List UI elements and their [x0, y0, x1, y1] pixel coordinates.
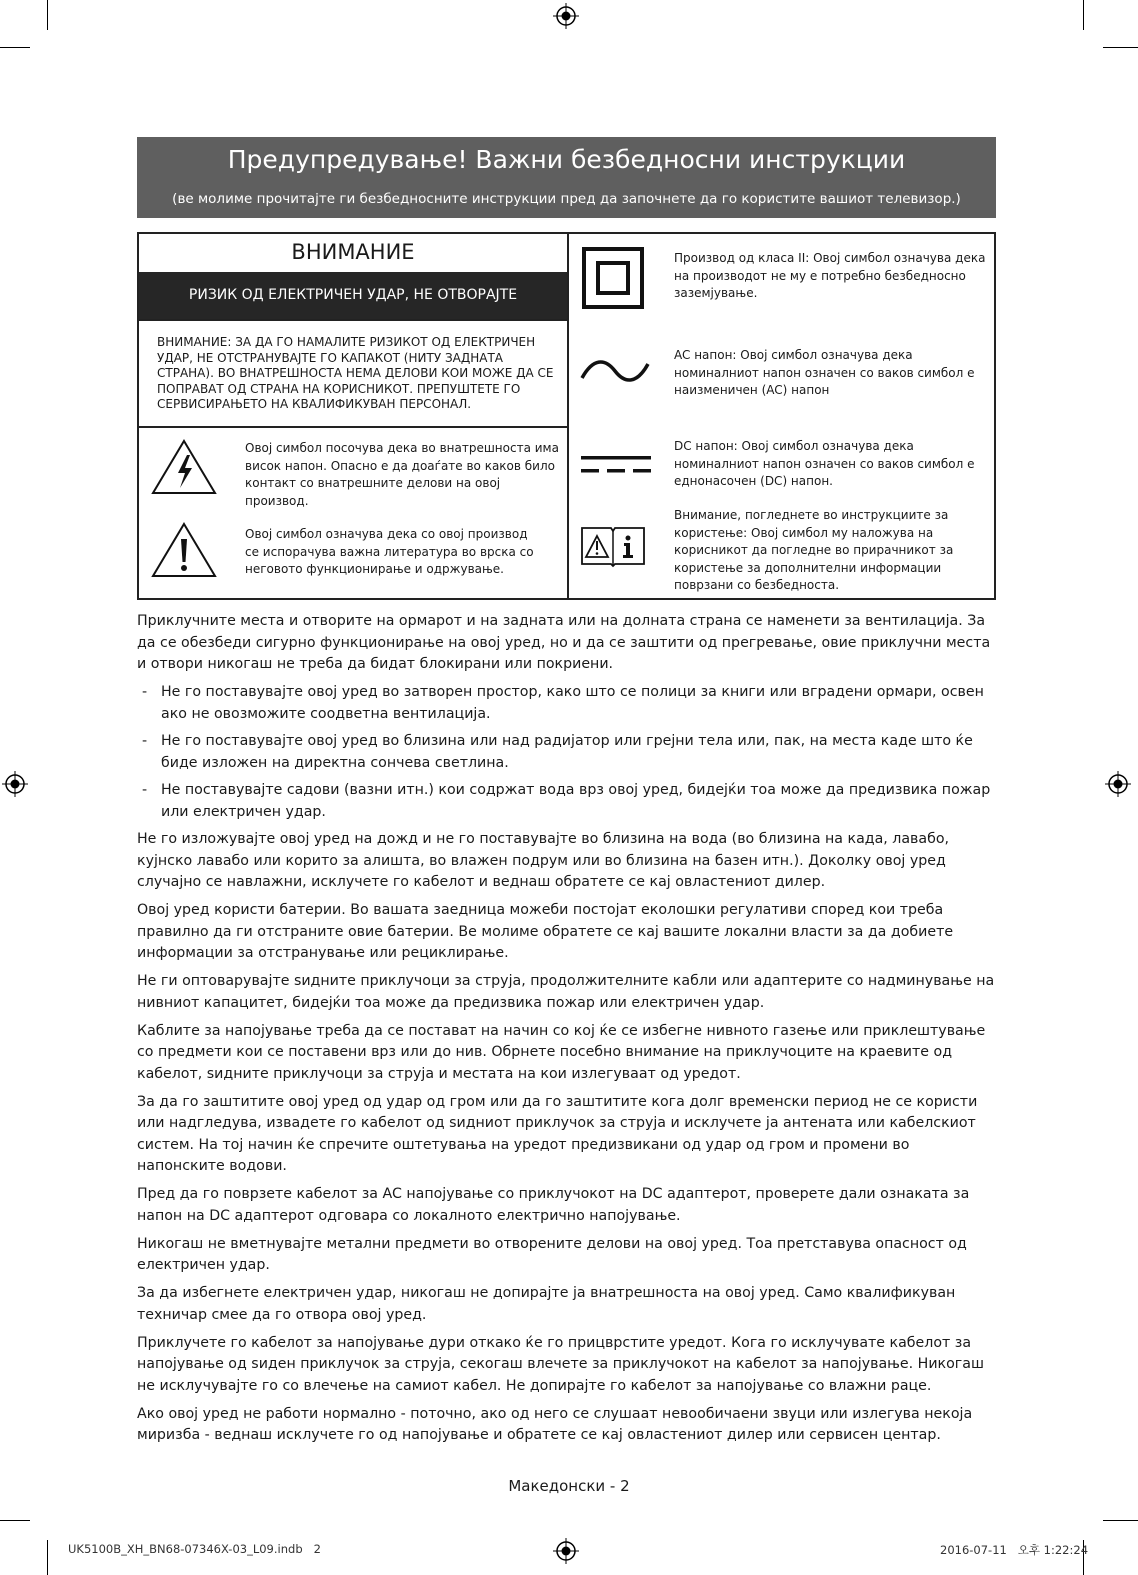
crop-mark [1103, 47, 1138, 48]
high-voltage-text: Овој симбол посочува дека во внатрешноста има висок напон. Опасно е да доаѓате во каков било контакт со внатрешните делови на овој производ. [245, 441, 559, 508]
paragraph: Ако овој уред не работи нормално - поточно, ако од него се слушаат невообичаени звуци или излегува некоја миризба - веднаш исклучете го од напојување и обратете се кај овластениот дилер или сервисен центар. [137, 1405, 973, 1443]
page-number-label: Македонски - 2 [508, 1477, 630, 1495]
list-item: - Не го поставувајте овој уред во затворен простор, како што се полици за книги или вградени ормари, освен ако не овозможите соодветна вентилација. [142, 684, 984, 722]
shock-risk-label: РИЗИК ОД ЕЛЕКТРИЧЕН УДАР, НЕ ОТВОРАЈТЕ [139, 272, 567, 319]
table-divider [139, 319, 567, 321]
crop-mark [1083, 0, 1084, 30]
paragraph: Не ги оптоварувајте ѕидните приклучоци за струја, продолжителните кабли или адаптерите со надминување на нивниот капацитет, бидејќи тоа може да предизвика пожар или електричен удар. [137, 973, 995, 1011]
list-item: - Не поставувајте садови (вазни итн.) кои содржат вода врз овој уред, бидејќи тоа може да предизвика пожар или електричен удар. [142, 782, 991, 820]
class-ii-text: Производ од класа II: Овој симбол означува дека на производот не му е потребно безбедносно заземјување. [674, 251, 986, 300]
table-divider [139, 426, 567, 428]
class-ii-double-square-icon [581, 246, 645, 310]
exclamation-triangle-icon [149, 520, 219, 580]
list-item: - Не го поставувајте овој уред во близина или над радијатор или грејни тела или, пак, на места каде што ќе биде изложен на директна сончева светлина. [142, 733, 973, 771]
crop-mark [1103, 1520, 1138, 1521]
table-divider [567, 234, 569, 598]
registration-mark-icon [1105, 771, 1131, 797]
registration-mark-icon [553, 1538, 579, 1564]
paragraph: Приклучните места и отворите на ормарот и на задната или на долната страна се наменети за вентилација. За да се обезбеди сигурно функционирање на овој уред, но и да се заштити од прегревање, овие приклучни места и отвори никогаш не треба да бидат блокирани или покриени. [137, 613, 991, 672]
paragraph: За да избегнете електричен удар, никогаш не допирајте ја внатрешноста на овој уред. Само квалификуван техничар смее да го отвора овој уред. [137, 1285, 956, 1323]
file-slug: UK5100B_XH_BN68-07346X-03_L09.indb 2 [68, 1542, 321, 1556]
dc-voltage-text: DC напон: Овој симбол означува дека номиналниот напон означен со ваков симбол е еднонасочен (DC) напон. [674, 439, 975, 488]
print-timestamp: 2016-07-11 오후 1:22:24 [940, 1543, 1089, 1557]
paragraph: Приклучете го кабелот за напојување дури откако ќе го прицврстите уредот. Кога го исклучувате кабелот за напојување од ѕиден приклучок за струја, секогаш влечете за приклучокот на кабелот за напојување. Никогаш не исклучувајте го со влечење на самиот кабел. Не допирајте го кабелот за напојување со влажни раце. [137, 1334, 984, 1394]
safety-instructions-body [137, 611, 997, 1453]
literature-text: Овој симбол означува дека со овој производ се испорачува важна литература во врска со неговото функционирање и одржување. [245, 527, 534, 576]
crop-mark [47, 1540, 48, 1575]
crop-mark [47, 0, 48, 30]
registration-mark-icon [553, 3, 579, 29]
caution-warning-text: ВНИМАНИЕ: ЗА ДА ГО НАМАЛИТЕ РИЗИКОТ ОД ЕЛЕКТРИЧЕН УДАР, НЕ ОТСТРАНУВАЈТЕ ГО КАПАКОТ (НИТУ ЗАДНАТА СТРАНА). ВО ВНАТРЕШНОСТА НЕМА ДЕЛОВИ КОИ МОЖЕ ДА СЕ ПОПРАВАТ ОД СТРАНА НА КОРИСНИКОТ. ПРЕПУШТЕТЕ ГО СЕРВИСИРАЊЕТО НА КВАЛИФИКУВАН ПЕРСОНАЛ. [157, 335, 554, 411]
crop-mark [0, 47, 30, 48]
paragraph: Овој уред користи батерии. Во вашата заедница можеби постојат еколошки регулативи според кои треба правилно да ги отстраните овие батерии. Ве молиме обратете се кај вашите локални власти за да добиете информации за отстранување или рециклирање. [137, 902, 954, 961]
paragraph: Пред да го поврзете кабелот за AC напојување со приклучокот на DC адаптерот, проверете дали ознаката за напон на DC адаптерот одговара со локалното електрично напојување. [137, 1186, 970, 1224]
caution-title: ВНИМАНИЕ [291, 240, 415, 264]
caution-symbols-table [137, 232, 996, 600]
paragraph: За да го заштитите овој уред од удар од гром или да го заштитите кога долг временски период не се користи или надгледува, извадете го кабелот од ѕидниот приклучок за струја и исклучете ја антената или кабелскиот систем. На тој начин ќе спречите оштетувања на уредот предизвикани од удар од гром и промени во напонските водови. [137, 1093, 978, 1174]
dc-voltage-icon [581, 454, 653, 476]
paragraph: Каблите за напојување треба да се постават на начин со кој ќе се избегне нивното газење или приклештување со предмети кои се поставени врз или до нив. Обрнете посебно внимание на приклучоците на краевите од кабелот, ѕидните приклучоци за струја и местата на кои излегуваат од уредот. [137, 1022, 986, 1082]
safety-header-banner [137, 137, 996, 218]
registration-mark-icon [2, 771, 28, 797]
crop-mark [0, 1520, 30, 1521]
page-title: Предупредување! Важни безбедносни инструкции [227, 145, 906, 174]
read-manual-text: Внимание, погледнете во инструкциите за користење: Овој симбол му наложува на корисникот да погледне во прирачникот за користење за дополнителни информации поврзани со безбедноста. [674, 508, 954, 592]
paragraph: Никогаш не вметнувајте метални предмети во отворените делови на овој уред. Тоа претставува опасност од електричен удар. [137, 1235, 967, 1273]
paragraph: Не го изложувајте овој уред на дожд и не го поставувајте во близина на вода (во близина на када, лавабо, кујнско лавабо или корито за алишта, во влажен подрум или во близина на базен итн.). Доколку овој уред случајно се навлажни, исклучете го кабелот и веднаш обратете се кај овластениот дилер. [137, 831, 950, 890]
ac-voltage-icon [579, 356, 651, 386]
page-subtitle: (ве молиме прочитајте ги безбедносните инструкции пред да започнете да го користите вашиот телевизор.) [172, 191, 961, 207]
high-voltage-icon [149, 437, 219, 497]
read-manual-icon [580, 524, 646, 568]
ac-voltage-text: AC напон: Овој симбол означува дека номиналниот напон означен со ваков симбол е наизменичен (AC) напон [674, 348, 975, 397]
